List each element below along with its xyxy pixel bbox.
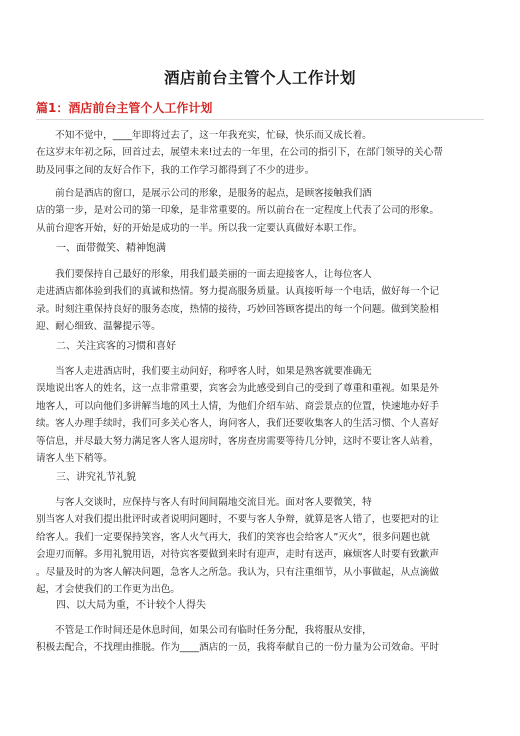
paragraph-line: 录。时刻注重保持良好的服务态度，热情的接待，巧妙回答顾客提出的每一个问题。做到笑脸相 — [36, 303, 439, 315]
paragraph-line: 助及同事之间的友好合作下，我的工作学习都得到了不少的进步。 — [36, 164, 315, 176]
paragraph-line: 续。客人办理手续时，我们可多关心客人，询问客人，我们还要收集客人的生活习惯、个人喜好 — [36, 418, 439, 430]
paragraph-line: 在这岁末年初之际，回首过去，展望未来!过去的一年里，在公司的指引下，在部门领导的关心帮 — [36, 147, 443, 159]
paragraph-line: 等信息，并尽最大努力满足客人客人退房时，客房查房需要等待几分钟，这时不要让客人站着， — [36, 435, 439, 447]
paragraph — [36, 622, 484, 657]
paragraph-line: 店的第一步，是对公司的第一印象，是非常重要的。所以前台在一定程度上代表了公司的形象。 — [36, 205, 439, 217]
paragraph — [36, 363, 484, 467]
section-heading: 一、面带微笑、精神饱满 — [36, 243, 166, 254]
section-subtitle: 篇1：酒店前台主管个人工作计划 — [36, 101, 213, 115]
divider — [36, 119, 484, 120]
paragraph-line: 前台是酒店的窗口，是展示公司的形象，是服务的起点，是顾客接触我们酒 — [36, 188, 372, 199]
paragraph-line: 我们要保持自己最好的形象，用我们最美丽的一面去迎接客人，让每位客人 — [36, 269, 372, 280]
paragraph-line: 当客人走进酒店时，我们要主动问好，称呼客人时，如果是熟客就要准确无 — [36, 366, 372, 377]
paragraph-line: 会迎刃而解。多用礼貌用语，对待宾客要做到来时有迎声，走时有送声，麻烦客人时要有致歉声 — [36, 549, 439, 561]
section-heading: 三、讲究礼节礼貌 — [36, 472, 136, 483]
paragraph-line: 起，才会使我们的工作更为出色。 — [36, 584, 180, 596]
paragraph-line: 与客人交谈时，应保持与客人有时间间隔地交流目光。面对客人要微笑，特 — [36, 497, 372, 508]
paragraph-line: 请客人坐下稍等。 — [36, 453, 113, 465]
section-heading: 四、以大局为重，不计较个人得失 — [36, 600, 206, 611]
paragraph — [36, 185, 484, 237]
paragraph-line: 不管是工作时间还是休息时间，如果公司有临时任务分配，我将服从安排， — [36, 625, 372, 636]
paragraph-line: 误地说出客人的姓名，这一点非常重要，宾客会为此感受到自己的受到了尊重和重视。如果是外 — [36, 383, 439, 395]
paragraph-line: 地客人，可以向他们多讲解当地的风土人情，为他们介绍车站、商尝景点的位置，快速地办好手 — [36, 400, 439, 412]
paragraph-line: 给客人。我们一定要保持笑容，客人火气再大，我们的笑容也会给客人”灭火”，很多问题也就 — [36, 531, 430, 543]
paragraph — [36, 266, 484, 336]
paragraph-line: 别当客人对我们提出批评时或者说明问题时，不要与客人争辩，就算是客人错了，也要把对的让 — [36, 514, 439, 526]
paragraph — [36, 494, 484, 598]
paragraph — [36, 127, 484, 179]
paragraph-line: 迎、耐心细致、温馨提示等。 — [36, 321, 161, 333]
paragraph-line: 不知不觉中，____年即将过去了，这一年我充实，忙碌，快乐而又成长着。 — [36, 130, 372, 141]
paragraph-line: 从前台迎客开始，好的开始是成功的一半。所以我一定要认真做好本职工作。 — [36, 222, 363, 234]
paragraph-line: 走进酒店都体验到我们的真诚和热情。努力提高服务质量。认真接听每一个电话，做好每一个记 — [36, 286, 439, 298]
page-title: 酒店前台主管个人工作计划 — [163, 69, 356, 87]
section-heading: 二、关注宾客的习惯和喜好 — [36, 341, 176, 352]
paragraph-line: 积极去配合，不找理由推脱。作为____酒店的一员，我将奉献自己的一份力量为公司效命。平时 — [36, 642, 439, 654]
paragraph-line: 。尽量及时的为客人解决问题，急客人之所急。我认为，只有注重细节，从小事做起，从点滴做 — [36, 566, 439, 578]
